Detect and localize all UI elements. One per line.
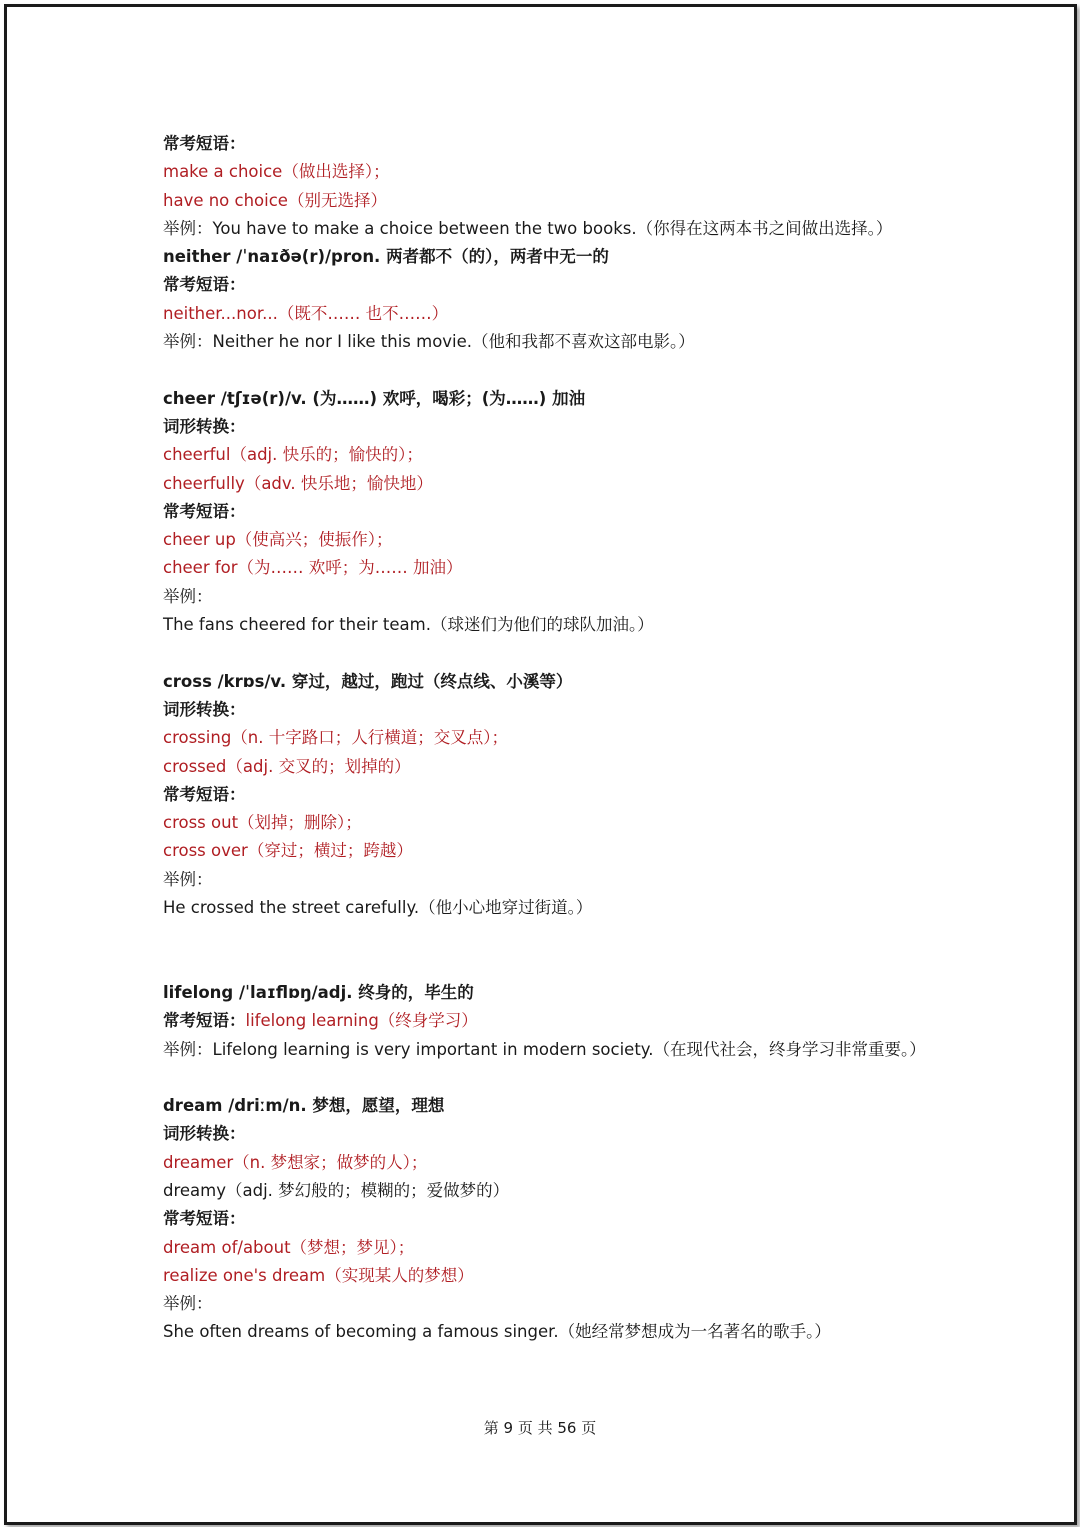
forms-label: 词形转换： bbox=[163, 699, 246, 719]
phrase-item: cross over（穿过；横过；跨越） bbox=[163, 841, 413, 861]
example-text: She often dreams of becoming a famous singer.（她经常梦想成为一名著名的歌手。） bbox=[163, 1322, 831, 1342]
example-label: 举例： bbox=[163, 1039, 213, 1059]
form-item: crossing（n. 十字路口；人行横道；交叉点）； bbox=[163, 728, 508, 748]
phrase-item: cheer for（为…… 欢呼；为…… 加油） bbox=[163, 558, 463, 578]
example-text: Neither he nor I like this movie.（他和我都不喜欢这部电影。） bbox=[212, 332, 695, 352]
form-item: cheerful（adj. 快乐的；愉快的）； bbox=[163, 445, 423, 465]
example-line bbox=[163, 215, 983, 243]
phrases-label: 常考短语： bbox=[163, 134, 246, 153]
forms-label: 词形转换： bbox=[163, 1124, 246, 1144]
phrases-label: 常考短语： bbox=[163, 501, 246, 521]
phrases-label: 常考短语： bbox=[163, 1011, 246, 1031]
example-label: 举例： bbox=[163, 1294, 213, 1314]
example-label: 举例： bbox=[163, 218, 213, 238]
phrase-item: realize one's dream（实现某人的梦想） bbox=[163, 1265, 474, 1285]
document-body bbox=[163, 130, 983, 1347]
page-number: 第 9 页 共 56 页 bbox=[483, 1419, 597, 1437]
headword: neither /ˈnaɪðə(r)/pron. 两者都不（的），两者中无一的 bbox=[163, 247, 609, 267]
phrases-label: 常考短语： bbox=[163, 1209, 246, 1229]
phrases-label: 常考短语： bbox=[163, 275, 246, 295]
example-text: The fans cheered for their team.（球迷们为他们的球队加油。） bbox=[163, 615, 654, 635]
example-text: He crossed the street carefully.（他小心地穿过街道。） bbox=[163, 898, 593, 918]
phrase-item: dream of/about（梦想；梦见）； bbox=[163, 1237, 415, 1257]
form-item: cheerfully（adv. 快乐地；愉快地） bbox=[163, 473, 433, 493]
phrase-line bbox=[163, 1007, 983, 1035]
forms-label: 词形转换： bbox=[163, 416, 246, 436]
form-item: dreamer（n. 梦想家；做梦的人）； bbox=[163, 1152, 428, 1172]
form-item: dreamy（adj. 梦幻般的；模糊的；爱做梦的） bbox=[163, 1180, 510, 1200]
example-label: 举例： bbox=[163, 332, 213, 352]
phrase-item: make a choice（做出选择）； bbox=[163, 162, 390, 182]
example-label: 举例： bbox=[163, 869, 213, 889]
phrase-item: cheer up（使高兴；使振作）； bbox=[163, 530, 393, 550]
phrase-item: neither...nor...（既不…… 也不……） bbox=[163, 303, 449, 323]
form-item: crossed（adj. 交叉的；划掉的） bbox=[163, 756, 411, 776]
headword: dream /driːm/n. 梦想，愿望，理想 bbox=[163, 1096, 445, 1116]
headword: cheer /tʃɪə(r)/v. (为……) 欢呼，喝彩；(为……) 加油 bbox=[163, 388, 586, 408]
phrase-item: have no choice（别无选择） bbox=[163, 190, 387, 210]
phrases-label: 常考短语： bbox=[163, 784, 246, 804]
headword: lifelong /ˈlaɪflɒŋ/adj. 终身的，毕生的 bbox=[163, 982, 474, 1002]
phrase-item: lifelong learning（终身学习） bbox=[245, 1011, 478, 1031]
example-label: 举例： bbox=[163, 586, 213, 606]
example-line bbox=[163, 1036, 983, 1064]
phrase-item: cross out（划掉；删除）； bbox=[163, 813, 362, 833]
headword: cross /krɒs/v. 穿过，越过，跑过（终点线、小溪等） bbox=[163, 671, 573, 691]
example-text: You have to make a choice between the two books.（你得在这两本书之间做出选择。） bbox=[212, 218, 893, 238]
example-text: Lifelong learning is very important in modern society.（在现代社会，终身学习非常重要。） bbox=[212, 1039, 926, 1059]
example-line bbox=[163, 328, 983, 356]
